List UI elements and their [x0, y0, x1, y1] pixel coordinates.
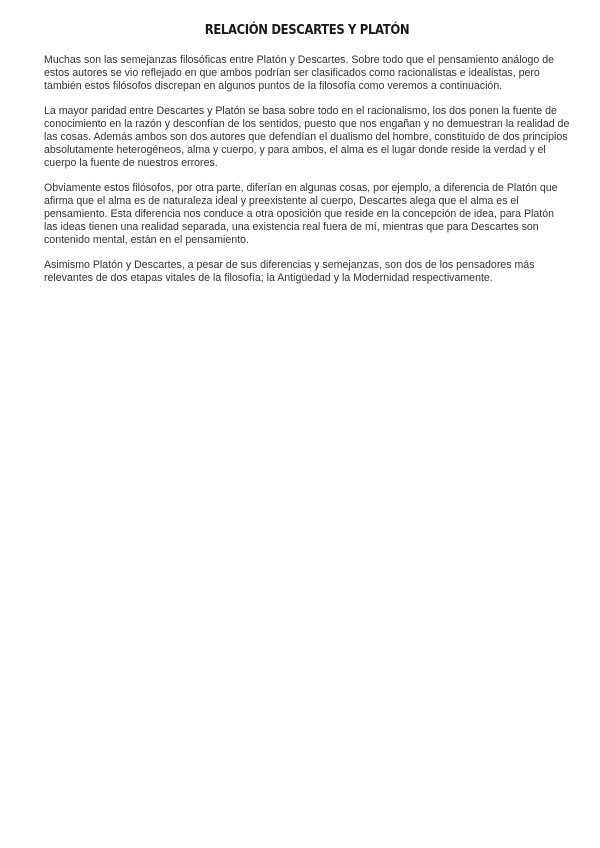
- paragraph-intro: Muchas son las semejanzas filosóficas entre Platón y Descartes. Sobre todo que el pensamiento análogo de estos autores se vio reflejado en que ambos podrían ser clasificados como racionalistas e idealistas, pero también estos filósofos discrepan en algunos puntos de la filosofía como veremos a continuación.: [44, 54, 554, 92]
- document-title: RELACIÓN DESCARTES Y PLATÓN: [204, 22, 410, 38]
- document-body: [44, 54, 570, 285]
- paragraph-differences: Obviamente estos filósofos, por otra parte, diferían en algunas cosas, por ejemplo, a diferencia de Platón que afirma que el alma es de naturaleza ideal y preexistente al cuerpo, Descartes alega que el alma es el pensamiento. Esta diferencia nos conduce a otra oposición que reside en la concepción de idea, para Platón las ideas tienen una realidad separada, una existencia real fuera de mí, mientras que para Descartes son contenido mental, están en el pensamiento.: [44, 182, 558, 246]
- paragraph-similarities: La mayor paridad entre Descartes y Platón se basa sobre todo en el racionalismo, los dos ponen la fuente de conocimiento en la razón y desconfían de los sentidos, puesto que nos engañan y no demuestran la realidad de las cosas. Además ambos son dos autores que defendían el dualismo del hombre, constituido de dos principios absolutamente heterogéneos, alma y cuerpo, y para ambos, el alma es el lugar donde reside la verdad y el cuerpo la fuente de nuestros errores.: [44, 105, 570, 169]
- paragraph-conclusion: Asimismo Platón y Descartes, a pesar de sus diferencias y semejanzas, son dos de los pensadores más relevantes de dos etapas vitales de la filosofía; la Antigüedad y la Modernidad respectivamente.: [44, 259, 535, 285]
